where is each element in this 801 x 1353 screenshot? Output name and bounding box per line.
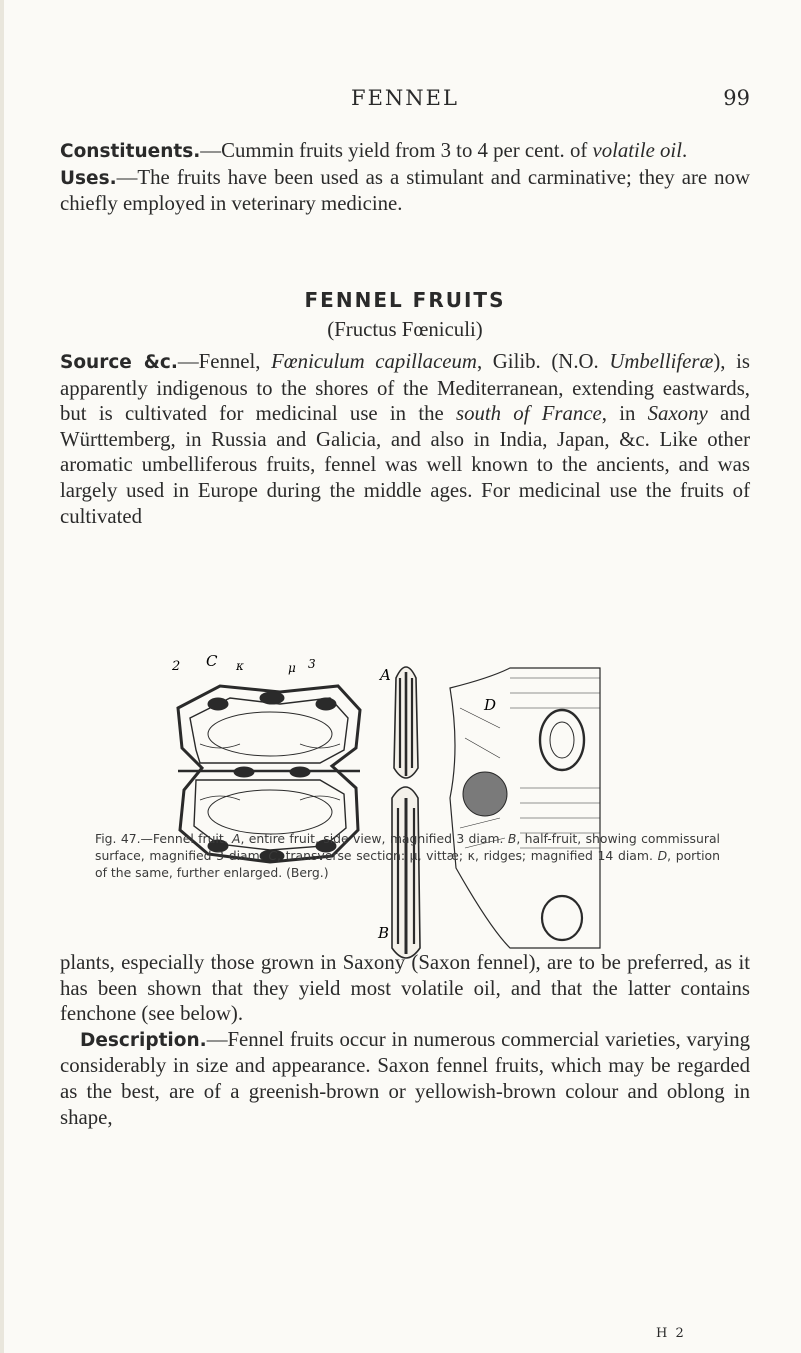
caption-part-5: , portion of the same, further enlarged. (Berg.)	[95, 848, 720, 880]
caption-part-3: , half-fruit, showing commissural surface, magnified 3 diam.	[95, 831, 720, 863]
constituents-heading: Constituents.	[60, 141, 201, 162]
figure-caption	[95, 830, 720, 881]
caption-label-a: A	[232, 831, 241, 846]
constituents-uses-block	[60, 138, 750, 217]
label-mu: μ	[288, 661, 296, 675]
source-text-4: Umbelliferæ	[609, 350, 714, 373]
caption-label-b: B	[507, 831, 517, 846]
fennel-fruits-section	[60, 287, 750, 529]
uses-text: —The fruits have been used as a stimulant and carminative; they are now chiefly employed in veterinary medicine.	[60, 165, 750, 216]
constituents-paragraph	[60, 138, 750, 165]
source-text-9: and Württemberg, in Russia and Galicia, and also in India, Japan, &c. Like other aromatic umbelliferous fruits, fennel was well known to the ancients, and was largely used in Europe during the middle ages. For medicinal use the fruits of cultivated	[60, 402, 750, 528]
continuation-paragraph: plants, especially those grown in Saxony (Saxon fennel), are to be preferred, as it has been shown that they yield most volatile oil, and that the latter contains fenchone (see below).	[60, 951, 750, 1026]
description-paragraph	[60, 1027, 750, 1130]
enlarged-portion-d	[450, 668, 600, 948]
uses-heading: Uses.	[60, 167, 117, 189]
label-c: C	[206, 652, 218, 670]
caption-part-1: —Fennel fruit.	[140, 831, 233, 846]
source-paragraph	[60, 349, 750, 529]
page-number: 99	[723, 86, 750, 110]
source-text-7: , in	[601, 402, 648, 426]
source-text-6: south of France	[455, 402, 602, 426]
caption-text	[95, 830, 720, 881]
continuation-block	[60, 950, 750, 1130]
label-a: A	[380, 666, 391, 684]
source-text-3: , Gilib. (N.O.	[476, 350, 610, 373]
constituents-text-c: .	[682, 139, 688, 162]
label-three: 3	[308, 657, 316, 671]
caption-label-c: C	[268, 848, 277, 863]
section-title: FENNEL FRUITS	[304, 288, 506, 312]
source-text-8: Saxony	[647, 402, 708, 426]
caption-part-2: , entire fruit, side view, magnified 3 diam.	[240, 831, 508, 846]
label-b: B	[378, 924, 390, 942]
page-edge	[0, 0, 4, 1353]
figure-47-illustration	[160, 648, 630, 978]
label-two: 2	[172, 659, 181, 674]
label-kappa: κ	[236, 659, 244, 673]
constituents-text-b: volatile oil	[592, 139, 682, 162]
page-header	[60, 86, 750, 112]
source-text-2: Fœniculum capillaceum	[271, 350, 477, 373]
caption-part-4: , transverse section: μ, vittæ; κ, ridges; magnified 14 diam.	[276, 848, 658, 863]
caption-fig-number: Fig. 47.	[95, 831, 141, 846]
description-heading: Description.	[80, 1029, 207, 1051]
uses-paragraph	[60, 165, 750, 217]
label-d: D	[484, 696, 497, 714]
caption-label-d: D	[657, 848, 668, 863]
constituents-text-a: —Cummin fruits yield from 3 to 4 per cent. of	[200, 139, 593, 162]
source-text-1: —Fennel,	[177, 350, 272, 373]
signature-mark: H 2	[656, 1326, 686, 1341]
source-heading: Source &c.	[60, 352, 178, 373]
running-title: FENNEL	[351, 86, 459, 110]
fennel-fruit-engraving	[160, 648, 630, 978]
source-text-5: ), is apparently indigenous to the shores of the Mediterranean, extending eastwards, but is cultivated for medicinal use in the	[60, 350, 750, 426]
section-subtitle: (Fructus Fœniculi)	[327, 318, 483, 341]
entire-fruit-a	[394, 667, 418, 778]
description-text: —Fennel fruits occur in numerous commercial varieties, varying considerably in size and appearance. Saxon fennel fruits, which may be regarded as the best, are of a greenish-brown or yellowish-brown colour and oblong in shape,	[60, 1027, 750, 1129]
